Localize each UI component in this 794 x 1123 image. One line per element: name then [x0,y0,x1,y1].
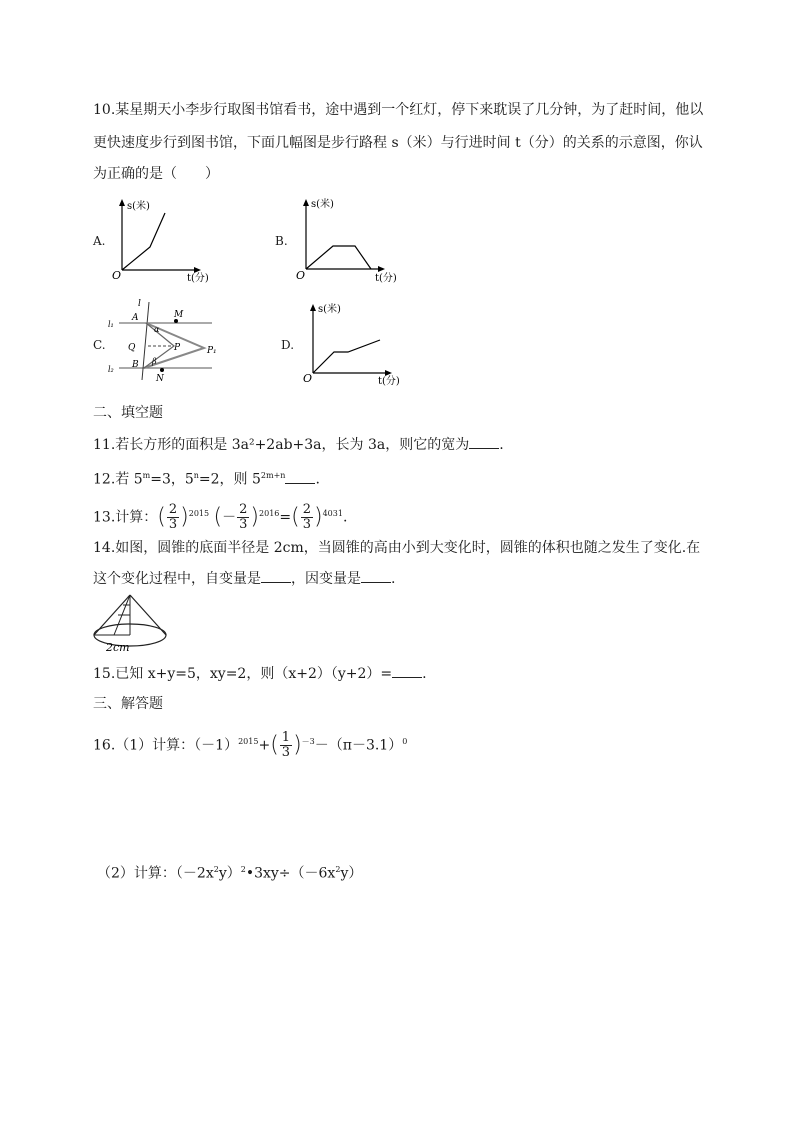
q13-pre: 13.计算： [93,509,158,526]
option-d-label: D. [281,338,295,352]
q13-exp1: 2015 [188,509,210,518]
option-b-xlabel: t(分) [375,273,397,284]
q16-part2-end: y） [340,865,363,882]
label-b: B [132,360,139,370]
cone-radius-label: 2cm [106,641,130,654]
q15 [93,663,427,684]
q16-part2-pre: （2）计算：（－2x [97,865,214,882]
q12-exp-m: m [142,471,151,480]
q15-end: . [422,666,427,682]
q16-part1-exp2: －3 [301,737,315,746]
q16-part2-mid: y） [218,865,241,882]
option-d-ylabel: s(米) [318,304,341,315]
label-p: P [174,343,181,353]
option-a-ylabel: s(米) [127,201,150,212]
q13-frac-1: $\frac{2}{3}$ [168,502,178,533]
section-fill-in-heading: 二、填空题 [93,405,163,421]
label-beta: β [152,357,157,366]
q16-part1-plus: + [258,737,271,754]
q12-end: . [315,471,320,488]
q12-exp-n: n [193,471,199,480]
q16-part1-exp3: 0 [402,737,408,746]
q11 [93,434,504,455]
q11-end: . [499,437,504,453]
label-l: l [138,299,141,309]
option-b-label: B. [275,234,288,248]
q13-exp2: 2016 [259,509,280,518]
option-c-figure [104,296,234,386]
q12-mid1: =3，5 [150,471,194,488]
q12-pre: 12.若 5 [93,471,143,488]
q16-part2-exp3: 2 [335,865,341,874]
q13-exp3: 4031 [322,509,343,518]
q10-line-1: 10.某星期天小李步行取图书馆看书，途中遇到一个红灯，停下来耽误了几分钟，为了赶时间，他以 [93,102,704,118]
label-a: A [132,313,139,323]
option-d-xlabel: t(分) [378,376,400,387]
q13-minus: － [222,509,237,526]
option-b-graph [289,195,419,287]
label-p1: P₁ [207,346,217,356]
label-l2: l₂ [108,365,114,374]
q16-part2-exp1: 2 [213,865,219,874]
q11-answer-blank[interactable] [469,434,499,449]
q14-end: . [391,571,396,587]
q12-answer-blank[interactable] [285,469,315,484]
q14-blank-independent[interactable] [261,568,291,583]
q13-eq: = [279,509,292,526]
label-m: M [174,310,184,320]
label-l1: l₁ [108,320,114,329]
option-d-graph [296,300,416,390]
q12-mid2: =2，则 5 [198,471,261,488]
q12 [93,466,320,490]
q13-frac-2: $\frac{2}{3}$ [239,502,248,533]
q13: 13.计算：( $\frac{2}{3}$ )$^{2015}$ (－ $\frac{2}{3}$ )$^{2016}$=( $\frac{2}{3}$ )$^{4031}$. [93,502,348,533]
q11-text: 11.若长方形的面积是 3a²+2ab+3a，长为 3a，则它的宽为 [93,437,470,453]
option-d-origin: O [303,372,313,385]
q13-frac-3: $\frac{2}{3}$ [302,502,311,533]
option-b-origin: O [296,269,306,282]
q16-part2-tail: •3xy÷（－6x [245,865,336,882]
q13-end: . [342,509,348,526]
label-alpha: α [154,325,160,334]
q14-line-2 [93,568,395,589]
q10-line-3: 为正确的是（ ） [93,166,219,182]
q14-line2b: ，因变量是 [291,571,361,587]
q16-part1: 16.（1）计算：$(-1)^{2015}+$( $\frac{1}{3}$ )$^{-3}-(\pi-3.1)^0$ [93,730,408,761]
section-solve-heading: 三、解答题 [93,696,163,712]
cone-figure [92,593,172,655]
q10-line-2: 更快速度步行到图书馆，下面几幅图是步行路程 s（米）与行进时间 t（分）的关系的示意图，你认 [93,135,703,151]
q14-line-1: 14.如图，圆锥的底面半径是 2cm，当圆锥的高由小到大变化时，圆锥的体积也随之发生了变化.在 [93,540,701,556]
label-n: N [156,374,164,384]
q16-part1-frac: $\frac{1}{3}$ [281,730,291,761]
option-a-graph [105,195,225,285]
label-q: Q [128,343,136,353]
option-a-label: A. [93,234,106,248]
q16-part2 [97,860,362,884]
q12-exp: 2m+n [260,471,286,480]
q15-answer-blank[interactable] [392,663,422,678]
q16-part1-pre: 16.（1）计算：（－1） [93,737,239,754]
q15-text: 15.已知 x+y=5，xy=2，则（x+2）（y+2）= [93,666,393,682]
q14-blank-dependent[interactable] [361,568,391,583]
option-b-ylabel: s(米) [311,199,334,210]
q16-part1-tail: －（π－3.1） [314,737,403,754]
q14-line2a: 这个变化过程中，自变量是 [93,571,261,587]
option-a-origin: O [112,269,122,282]
option-a-xlabel: t(分) [187,273,209,284]
q16-part1-exp1: 2015 [238,737,259,746]
q16-part2-exp2: 2 [240,865,246,874]
option-c-label: C. [93,338,106,352]
